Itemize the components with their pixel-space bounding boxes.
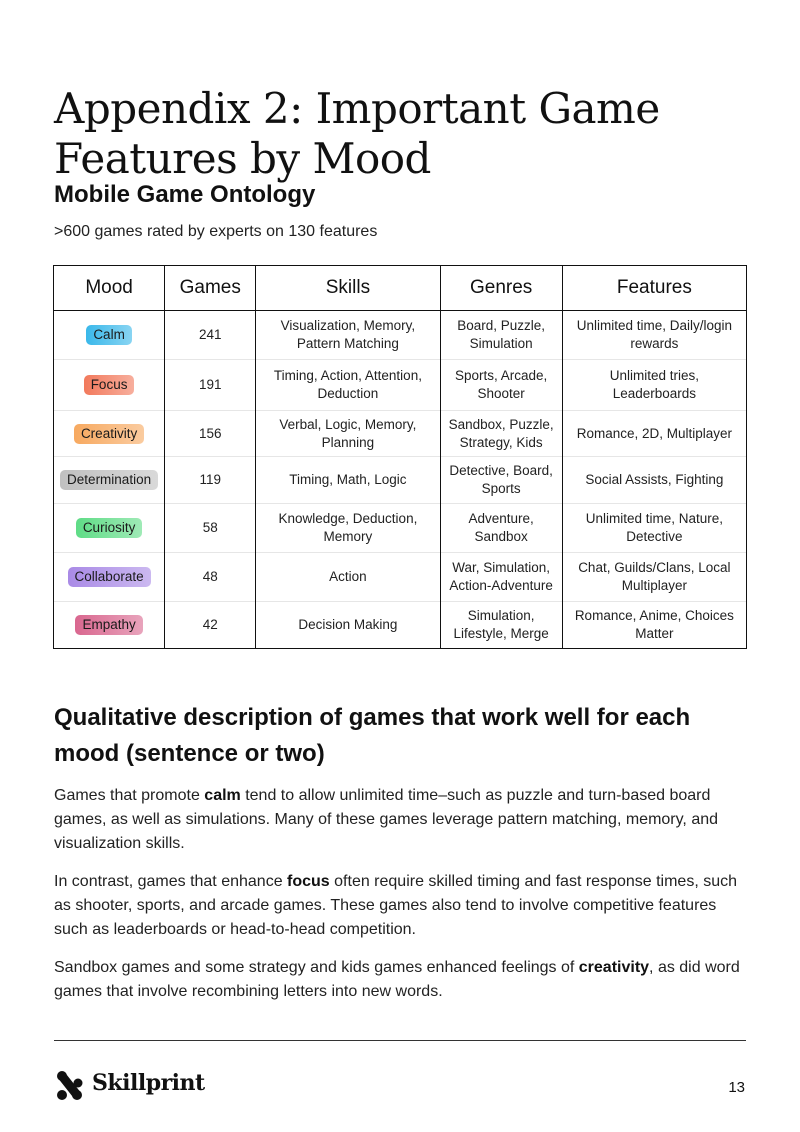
cell-skills: Verbal, Logic, Memory, Planning — [256, 411, 440, 457]
cell-features: Romance, 2D, Multiplayer — [562, 411, 746, 457]
section-title: Mobile Game Ontology — [54, 181, 316, 208]
cell-skills: Visualization, Memory, Pattern Matching — [256, 311, 440, 360]
table-row — [54, 311, 747, 360]
brand-logo — [54, 1068, 214, 1104]
paragraph-text: , as did word games that involve recombining letters into new words. — [54, 959, 740, 1000]
cell-features: Social Assists, Fighting — [562, 457, 746, 504]
cell-games: 156 — [165, 411, 256, 457]
cell-skills: Timing, Action, Attention, Deduction — [256, 360, 440, 411]
cell-genres: Sports, Arcade, Shooter — [440, 360, 562, 411]
cell-skills: Action — [256, 553, 440, 602]
cell-features: Romance, Anime, Choices Matter — [562, 602, 746, 649]
section-subtitle: >600 games rated by experts on 130 features — [54, 223, 378, 240]
cell-mood — [54, 602, 165, 649]
mood-badge: Focus — [84, 375, 135, 395]
paragraph-text: Games that promote — [54, 787, 205, 804]
page-title: Appendix 2: Important Game Features by Mood — [54, 84, 660, 184]
skillprint-logo-icon — [54, 1070, 86, 1102]
cell-games: 58 — [165, 504, 256, 553]
cell-mood — [54, 457, 165, 504]
cell-features: Unlimited time, Nature, Detective — [562, 504, 746, 553]
cell-genres: Simulation, Lifestyle, Merge — [440, 602, 562, 649]
mood-badge: Empathy — [75, 615, 142, 635]
column-header-games: Games — [165, 266, 256, 311]
column-header-genres: Genres — [440, 266, 562, 311]
cell-skills: Timing, Math, Logic — [256, 457, 440, 504]
table-row — [54, 360, 747, 411]
cell-games: 191 — [165, 360, 256, 411]
mood-badge: Determination — [60, 470, 158, 490]
table-row — [54, 411, 747, 457]
mood-badge: Collaborate — [68, 567, 151, 587]
cell-mood — [54, 553, 165, 602]
column-header-skills: Skills — [256, 266, 440, 311]
table-row — [54, 553, 747, 602]
paragraph-text: often require skilled timing and fast response times, such as shooter, sports, and arcade games. These games also tend to involve competitive features such as leaderboards or head-to-head competition. — [54, 873, 738, 938]
cell-genres: Detective, Board, Sports — [440, 457, 562, 504]
mood-badge: Calm — [86, 325, 132, 345]
paragraph-bold-term: focus — [287, 873, 330, 890]
table-row — [54, 457, 747, 504]
paragraph-calm — [54, 784, 744, 856]
paragraph-bold-term: creativity — [578, 959, 650, 976]
cell-mood — [54, 311, 165, 360]
cell-games: 241 — [165, 311, 256, 360]
paragraph-focus — [54, 870, 744, 942]
cell-features: Unlimited tries, Leaderboards — [562, 360, 746, 411]
cell-genres: Sandbox, Puzzle, Strategy, Kids — [440, 411, 562, 457]
cell-features: Chat, Guilds/Clans, Local Multiplayer — [562, 553, 746, 602]
brand-name: Skillprint — [92, 1070, 205, 1096]
page-number: 13 — [728, 1079, 745, 1096]
cell-mood — [54, 360, 165, 411]
cell-games: 48 — [165, 553, 256, 602]
paragraph-creativity — [54, 956, 744, 1004]
qualitative-heading: Qualitative description of games that work well for each mood (sentence or two) — [54, 704, 691, 767]
column-header-features: Features — [562, 266, 746, 311]
mood-badge: Creativity — [74, 424, 144, 444]
cell-games: 119 — [165, 457, 256, 504]
table-row — [54, 504, 747, 553]
mood-features-table — [53, 265, 747, 649]
mood-badge: Curiosity — [76, 518, 143, 538]
paragraph-bold-term: calm — [204, 787, 241, 804]
footer-divider — [54, 1040, 746, 1041]
cell-skills: Decision Making — [256, 602, 440, 649]
cell-genres: War, Simulation, Action-Adventure — [440, 553, 562, 602]
paragraph-text: Sandbox games and some strategy and kids games enhanced feelings of — [54, 959, 579, 976]
table-row — [54, 602, 747, 649]
cell-genres: Board, Puzzle, Simulation — [440, 311, 562, 360]
cell-skills: Knowledge, Deduction, Memory — [256, 504, 440, 553]
paragraph-text: tend to allow unlimited time–such as puzzle and turn-based board games, as well as simulations. Many of these games leverage pattern matching, memory, and visualization skills. — [54, 787, 719, 852]
cell-genres: Adventure, Sandbox — [440, 504, 562, 553]
cell-features: Unlimited time, Daily/login rewards — [562, 311, 746, 360]
table-header-row — [54, 266, 747, 311]
column-header-mood: Mood — [54, 266, 165, 311]
cell-mood — [54, 411, 165, 457]
paragraph-text: In contrast, games that enhance — [54, 873, 288, 890]
cell-mood — [54, 504, 165, 553]
cell-games: 42 — [165, 602, 256, 649]
